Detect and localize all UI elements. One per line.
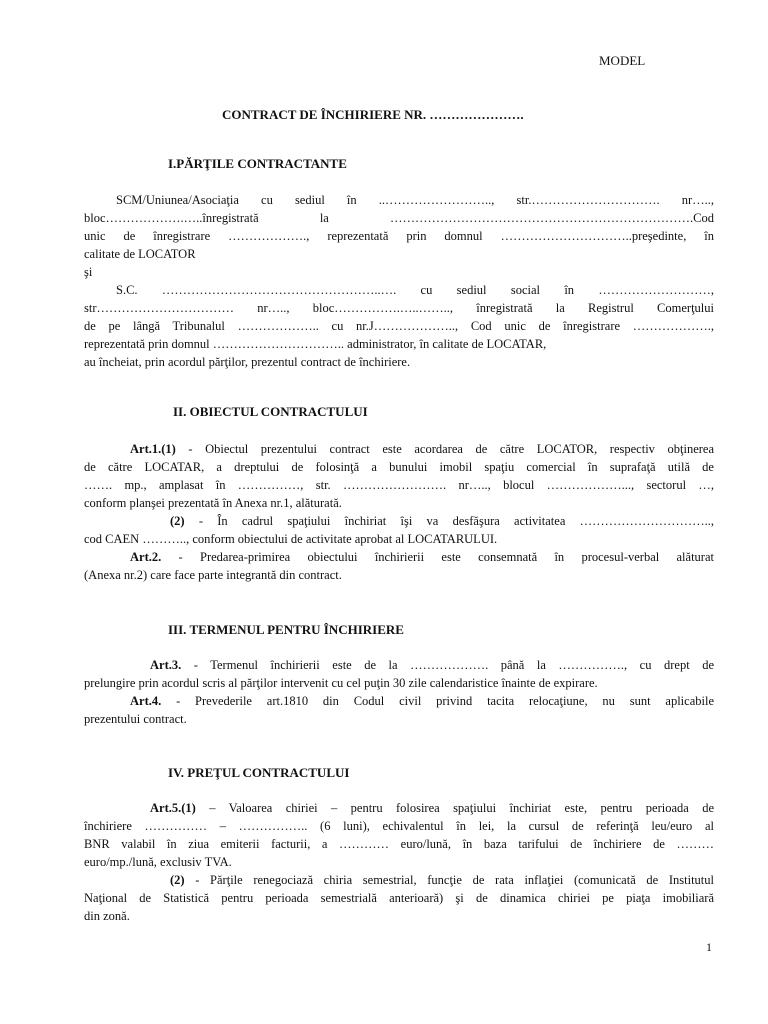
article-line: (Anexa nr.2) care face parte integrantă din contract. bbox=[84, 568, 342, 582]
paragraph-line: au încheiat, prin acordul părţilor, prezentul contract de închiriere. bbox=[84, 355, 411, 369]
section-heading-parti: I.PĂRŢILE CONTRACTANTE bbox=[168, 156, 347, 171]
article-line: euro/mp./lună, exclusiv TVA. bbox=[84, 855, 232, 869]
paragraph-line: bloc……………….…..înregistrată la ……………………………………………………………….Cod bbox=[84, 211, 714, 225]
article-line: Art.1.(1) - Obiectul prezentului contract este acordarea de către LOCATOR, respectiv obţinerea bbox=[130, 442, 714, 456]
article-label: Art.2. bbox=[130, 550, 162, 564]
paragraph-line: reprezentată prin domnul ………………………….. administrator, în calitate de LOCATAR, bbox=[84, 337, 547, 351]
article-label: (2) bbox=[170, 514, 185, 528]
article-label: Art.4. bbox=[130, 694, 162, 708]
paragraph-line: unic de înregistrare ………………., reprezentată prin domnul …………………………..preşedinte, în bbox=[84, 229, 714, 243]
section-heading-pret: IV. PREŢUL CONTRACTULUI bbox=[168, 765, 350, 780]
article-label: (2) bbox=[170, 873, 185, 887]
article-line: Art.5.(1) – Valoarea chiriei – pentru folosirea spaţiului închiriat este, pentru perioada de bbox=[150, 801, 714, 815]
article-line: ……. mp., amplasat în ……………, str. ……………………. nr….., blocul ………………..., sectorul …, bbox=[84, 478, 714, 492]
section-heading-termen: III. TERMENUL PENTRU ÎNCHIRIERE bbox=[168, 622, 404, 637]
article-line: închiriere …………… – …………….. (6 luni), echivalentul în lei, la cursul de referinţă leu/euro al bbox=[84, 819, 714, 833]
article-line: Naţional de Statistică pentru perioada semestrială anterioară) şi de dinamica chiriei pe piaţa imobiliară bbox=[84, 891, 714, 905]
section-body-parti bbox=[84, 191, 714, 371]
article-label: Art.3. bbox=[150, 658, 182, 672]
article-line: BNR valabil în ziua emiterii facturii, a ………… euro/lună, în baza tarifului de închiriere de ……… bbox=[84, 837, 714, 851]
article-line: (2) - În cadrul spaţiului închiriat îşi va desfăşura activitatea ………………………….., bbox=[170, 514, 714, 528]
contract-title: CONTRACT DE ÎNCHIRIERE NR. …………………. bbox=[222, 107, 524, 122]
article-line: Art.4. - Prevederile art.1810 din Codul civil privind tacita relocaţiune, nu sunt aplicabile bbox=[130, 694, 714, 708]
article-line: prelungire prin acordul scris al părţilor intervenit cu cel puţin 30 zile calendaristice înainte de expirare. bbox=[84, 676, 598, 690]
paragraph-line: SCM/Uniunea/Asociaţia cu sediul în ..…………………….., str.…………………………. nr….., bbox=[116, 193, 714, 207]
article-label: Art.1.(1) bbox=[130, 442, 176, 456]
section-body-obiect bbox=[84, 440, 714, 584]
paragraph-line: de pe lângă Tribunalul ……………….. cu nr.J……………….., Cod unic de înregistrare ………………., bbox=[84, 319, 714, 333]
paragraph-line: S.C. ……………………………………………..…. cu sediul social în ………………………, bbox=[116, 283, 714, 297]
paragraph-line: str…………………………… nr….., bloc…………….…..…….., înregistrată la Registrul Comerţului bbox=[84, 301, 714, 315]
article-line: conform planşei prezentată în Anexa nr.1, alăturată. bbox=[84, 496, 342, 510]
article-line: din zonă. bbox=[84, 909, 130, 923]
section-heading-obiect: II. OBIECTUL CONTRACTULUI bbox=[173, 404, 368, 419]
article-line: (2) - Părţile renegociază chiria semestrial, funcţie de rata inflaţiei (comunicată de Institutul bbox=[170, 873, 714, 887]
article-line: de către LOCATAR, a dreptului de folosinţă a bunului imobil spaţiu comercial în suprafaţă utilă de bbox=[84, 460, 714, 474]
page-number: 1 bbox=[706, 940, 712, 954]
article-line: Art.3. - Termenul închirierii este de la ………………. până la ……………., cu drept de bbox=[150, 658, 714, 672]
article-line: cod CAEN ……….., conform obiectului de activitate aprobat al LOCATARULUI. bbox=[84, 532, 498, 546]
article-label: Art.5.(1) bbox=[150, 801, 196, 815]
section-body-termen bbox=[84, 656, 714, 728]
paragraph-line: şi bbox=[84, 265, 93, 279]
section-body-pret bbox=[84, 799, 714, 925]
model-label: MODEL bbox=[599, 53, 646, 68]
article-line: prezentului contract. bbox=[84, 712, 187, 726]
paragraph-line: calitate de LOCATOR bbox=[84, 247, 196, 261]
article-line: Art.2. - Predarea-primirea obiectului închirierii este consemnată în procesul-verbal alăturat bbox=[130, 550, 714, 564]
